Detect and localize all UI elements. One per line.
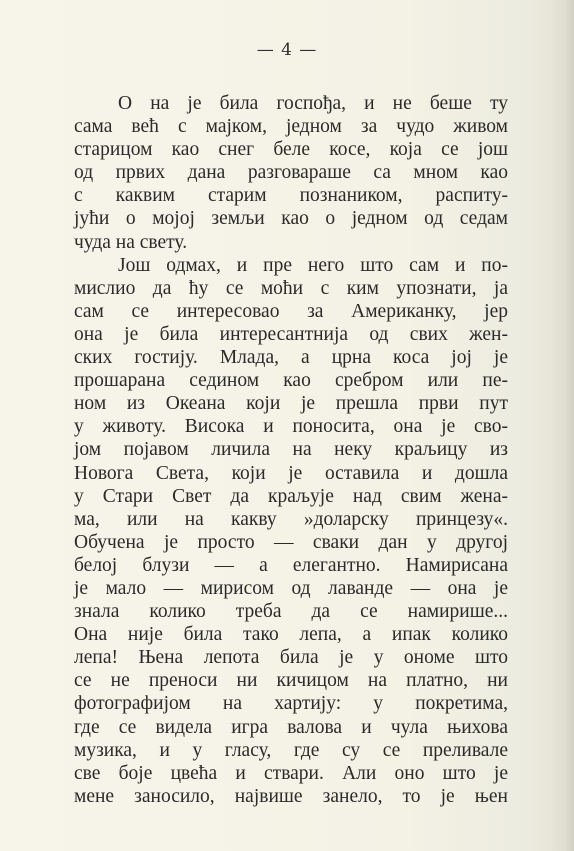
text-line: све боје цвећа и ствари. Али оно што је [74, 762, 508, 784]
text-line: лепа! Њена лепота била је у ономе што [74, 647, 508, 669]
text-line: је мало — мирисом од лаванде — она је [74, 577, 508, 599]
text-line: мислио да ћу се моћи с ким упознати, ја [74, 277, 508, 299]
text-line: јући о мојој земљи као о једном од седам [74, 208, 508, 230]
text-line: музика, и у гласу, где су се преливале [74, 739, 508, 761]
text-line: од првих дана разговараше са мном као [74, 162, 508, 184]
page-number: — 4 — [256, 40, 318, 60]
text-line: Она није била тако лепа, а ипак колико [74, 624, 508, 646]
text-line: ских гостију. Млада, а црна коса јој је [74, 347, 508, 369]
text-line: Обучена је просто — сваки дан у другој [74, 531, 508, 553]
text-line: чуда на свету. [74, 231, 188, 253]
text-line: где се видела игра валова и чула њихова [74, 716, 508, 738]
text-line: се не преноси ни кичицом на платно, ни [74, 670, 508, 692]
text-line: Још одмах, и пре него што сам и по- [118, 254, 508, 276]
text-line: јом појавом личила на неку краљицу из [74, 439, 508, 461]
text-line: у животу. Висока и поносита, она је сво- [74, 416, 508, 438]
text-line: белој блузи — а елегантно. Намирисана [74, 554, 508, 576]
text-line: мене заносило, највише занело, то је њен [74, 785, 508, 807]
paragraph-2 [74, 254, 508, 808]
text-line: знала колико треба да се намирише... [74, 601, 508, 623]
paragraph-1 [74, 92, 508, 254]
text-line: фотографијом на хартију: у покретима, [74, 693, 508, 715]
text-line: у Стари Свет да краљује над свим жена- [74, 485, 508, 507]
text-line: О на је била госпођа, и не беше ту [118, 93, 508, 114]
text-line: с каквим старим познаником, распиту- [74, 185, 508, 207]
text-line: ма, или на какву »доларску принцезу«. [74, 508, 508, 530]
text-line: сама већ с мајком, једном за чудо живом [74, 116, 508, 138]
text-line: старицом као снег беле косе, која се још [74, 139, 508, 161]
text-line: ном из Океана који је прешла први пут [74, 393, 508, 415]
body-text [74, 92, 508, 808]
text-line: сам се интересовао за Американку, јер [74, 300, 508, 322]
text-line: прошарана седином као сребром или пе- [74, 370, 508, 392]
page-edge-shadow [552, 0, 574, 851]
text-line: Новога Света, који је оставила и дошла [74, 462, 508, 484]
text-line: она је била интересантнија од свих жен- [74, 323, 508, 345]
